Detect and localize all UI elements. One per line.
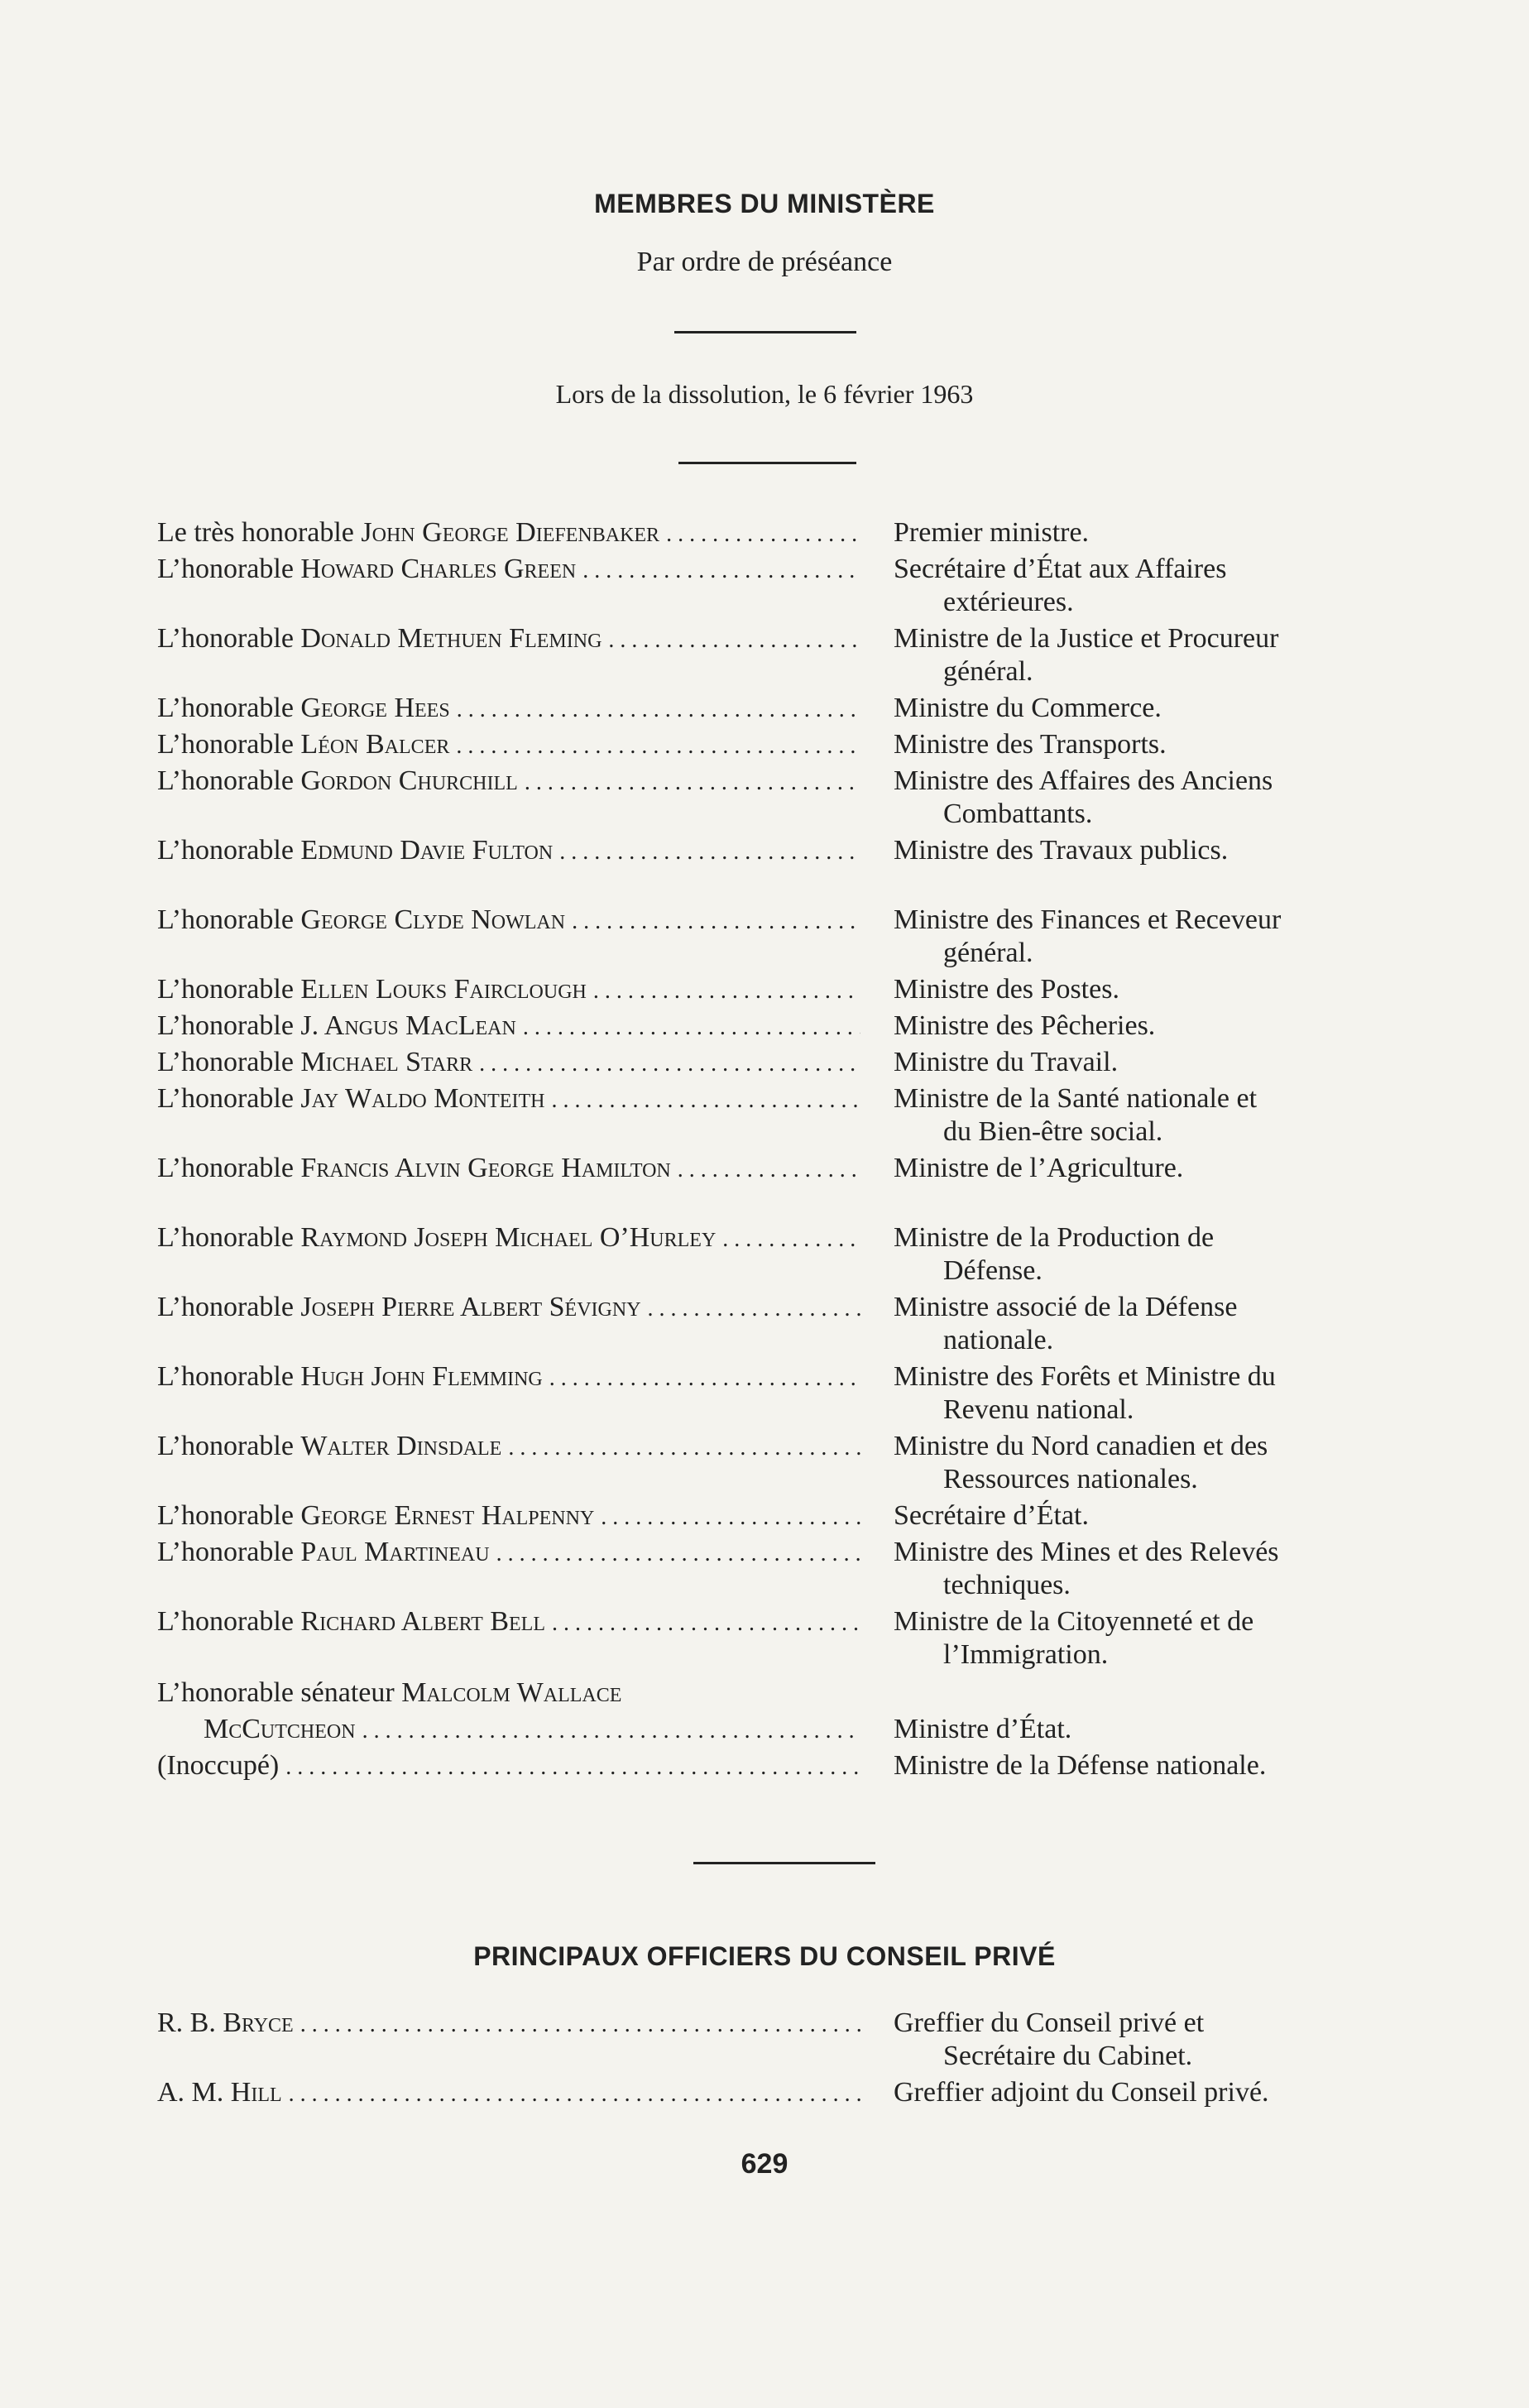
text-label: Ministre de la Production de — [894, 1222, 1215, 1253]
text-label: Ministre des Forêts et Ministre du — [894, 1361, 1276, 1392]
text-label: Ministre de la Santé nationale et — [894, 1083, 1258, 1114]
text-label: L’honorable — [157, 1153, 294, 1183]
text-label: Michael Starr — [300, 1047, 473, 1077]
text-label: Combattants. — [943, 799, 1093, 829]
member-row — [157, 1499, 1398, 1534]
text-label: Joseph Pierre Albert Sévigny — [300, 1292, 641, 1322]
role-cell — [894, 553, 1398, 619]
member-row — [157, 516, 1398, 551]
member-row — [157, 904, 1398, 970]
text-label: Malcolm Wallace — [401, 1677, 622, 1708]
dot-leader — [457, 693, 860, 727]
text-label: L’honorable — [157, 1606, 294, 1637]
name-cell — [157, 622, 860, 688]
text-label: McCutcheon — [204, 1714, 356, 1744]
name-cell — [157, 1152, 860, 1187]
role-cell — [894, 622, 1398, 688]
role-cell — [894, 1676, 1398, 1710]
text-label: L’honorable — [157, 1537, 294, 1567]
text-label: L’honorable — [157, 554, 294, 584]
name-cell — [157, 2007, 860, 2073]
text-label: Secrétaire d’État. — [894, 1500, 1089, 1531]
dot-leader — [722, 1223, 860, 1256]
member-row — [157, 1536, 1398, 1602]
member-row — [157, 1676, 1398, 1710]
text-label: L’honorable — [157, 693, 294, 723]
text-label: Ministre des Mines et des Relevés — [894, 1537, 1279, 1567]
role-cell — [894, 728, 1398, 763]
name-cell — [157, 1605, 860, 1672]
text-label: George Hees — [300, 693, 450, 723]
divider-rule — [678, 462, 856, 464]
divider-rule — [674, 331, 856, 333]
text-label: Walter Dinsdale — [300, 1431, 502, 1461]
name-cell — [157, 1010, 860, 1044]
text-label: Ressources nationales. — [943, 1464, 1198, 1494]
text-label: Richard Albert Bell — [300, 1606, 545, 1637]
name-cell — [157, 1082, 860, 1149]
name-cell — [157, 553, 860, 619]
text-label: L’honorable — [157, 1010, 294, 1041]
text-label: L’honorable — [157, 835, 294, 866]
name-cell — [157, 2076, 860, 2111]
name-cell — [157, 1221, 860, 1288]
text-label: Premier ministre. — [894, 517, 1090, 548]
member-row — [157, 1152, 1398, 1187]
name-cell — [157, 1676, 860, 1710]
role-cell — [894, 2076, 1398, 2111]
text-label: Revenu national. — [943, 1394, 1134, 1425]
text-label: L’honorable — [157, 904, 294, 935]
text-label: Greffier adjoint du Conseil privé. — [894, 2077, 1269, 2108]
name-cell — [157, 973, 860, 1008]
text-label: Ministre du Nord canadien et des — [894, 1431, 1268, 1461]
text-label: J. Angus MacLean — [300, 1010, 516, 1041]
text-label: L’honorable — [157, 974, 294, 1005]
role-cell — [894, 1152, 1398, 1187]
member-row — [157, 1430, 1398, 1496]
dot-leader — [496, 1537, 860, 1571]
text-label: Ministre du Travail. — [894, 1047, 1119, 1077]
name-cell — [157, 1430, 860, 1496]
member-row — [157, 1713, 1398, 1748]
name-cell — [157, 904, 860, 970]
text-label: Ministre des Pêcheries. — [894, 1010, 1156, 1041]
dot-leader — [678, 1154, 860, 1187]
dot-leader — [362, 1715, 860, 1748]
text-label: L’honorable — [157, 1083, 294, 1114]
name-cell — [157, 1536, 860, 1602]
text-label: L’honorable — [157, 623, 294, 654]
name-cell — [157, 1360, 860, 1427]
role-cell — [894, 1360, 1398, 1427]
dot-leader — [300, 2008, 860, 2041]
member-row — [157, 692, 1398, 727]
role-cell — [894, 516, 1398, 551]
text-label: Secrétaire du Cabinet. — [943, 2041, 1193, 2071]
text-label: L’honorable — [157, 765, 294, 796]
officer-row — [157, 2076, 1398, 2111]
text-label: Jay Waldo Monteith — [300, 1083, 545, 1114]
name-cell — [157, 1499, 860, 1534]
dot-leader — [666, 518, 860, 551]
text-label: Paul Martineau — [300, 1537, 490, 1567]
text-label: Secrétaire d’État aux Affaires — [894, 554, 1227, 584]
role-cell — [894, 1430, 1398, 1496]
member-row — [157, 1291, 1398, 1357]
text-label: L’honorable — [157, 1500, 294, 1531]
text-label: George Clyde Nowlan — [300, 904, 566, 935]
date-line: Lors de la dissolution, le 6 février 1963 — [555, 379, 974, 409]
dot-leader — [551, 1084, 860, 1117]
name-cell — [157, 1046, 860, 1081]
text-label: Howard Charles Green — [300, 554, 577, 584]
name-cell — [157, 1713, 860, 1748]
dot-leader — [456, 730, 860, 763]
member-row — [157, 1221, 1398, 1288]
text-label: Ministre de la Justice et Procureur — [894, 623, 1279, 654]
member-row — [157, 834, 1398, 869]
name-cell — [157, 516, 860, 551]
dot-leader — [552, 1607, 860, 1640]
dot-leader — [593, 975, 860, 1008]
text-label: Ellen Louks Fairclough — [300, 974, 587, 1005]
text-label: Francis Alvin George Hamilton — [300, 1153, 671, 1183]
role-cell — [894, 904, 1398, 970]
text-label: Ministre des Finances et Receveur — [894, 904, 1282, 935]
text-label: Raymond Joseph Michael O’Hurley — [300, 1222, 717, 1253]
text-label: Le très honorable — [157, 517, 354, 548]
role-cell — [894, 1221, 1398, 1288]
dot-leader — [549, 1362, 860, 1395]
role-cell — [894, 765, 1398, 831]
role-cell — [894, 1536, 1398, 1602]
dot-leader — [608, 624, 860, 657]
role-cell — [894, 1499, 1398, 1534]
member-row — [157, 1360, 1398, 1427]
text-label: Hugh John Flemming — [300, 1361, 543, 1392]
text-label: A. M. Hill — [157, 2077, 282, 2108]
text-label: John George Diefenbaker — [361, 517, 660, 548]
dot-leader — [508, 1432, 860, 1465]
text-label: Ministre de l’Agriculture. — [894, 1153, 1184, 1183]
text-label: Gordon Churchill — [300, 765, 518, 796]
member-row — [157, 728, 1398, 763]
member-row — [157, 553, 1398, 619]
dot-leader — [523, 1011, 860, 1044]
dot-leader — [582, 554, 860, 588]
text-label: L’honorable — [157, 1222, 294, 1253]
text-label: du Bien-être social. — [943, 1116, 1163, 1147]
text-label: Ministre de la Citoyenneté et de — [894, 1606, 1254, 1637]
text-label: L’honorable — [157, 1047, 294, 1077]
role-cell — [894, 1082, 1398, 1149]
text-label: Donald Methuen Fleming — [300, 623, 602, 654]
text-label: Ministre des Travaux publics. — [894, 835, 1229, 866]
member-row — [157, 1605, 1398, 1672]
dot-leader — [289, 2078, 860, 2111]
officer-row — [157, 2007, 1398, 2073]
name-cell — [157, 692, 860, 727]
officers-title: PRINCIPAUX OFFICIERS DU CONSEIL PRIVÉ — [473, 1941, 1056, 1971]
text-label: Ministre associé de la Défense — [894, 1292, 1238, 1322]
text-label: l’Immigration. — [943, 1639, 1109, 1670]
dot-leader — [559, 836, 860, 869]
name-cell — [157, 765, 860, 831]
text-label: L’honorable — [157, 1361, 294, 1392]
role-cell — [894, 2007, 1398, 2073]
text-label: Ministre des Postes. — [894, 974, 1119, 1005]
text-label: Greffier du Conseil privé et — [894, 2007, 1205, 2038]
member-row — [157, 765, 1398, 831]
name-cell — [157, 834, 860, 869]
member-row — [157, 1046, 1398, 1081]
member-row — [157, 622, 1398, 688]
member-row — [157, 973, 1398, 1008]
text-label: R. B. Bryce — [157, 2007, 294, 2038]
text-label: Ministre du Commerce. — [894, 693, 1162, 723]
text-label: Ministre d’État. — [894, 1714, 1072, 1744]
text-label: techniques. — [943, 1570, 1071, 1600]
page-number: 629 — [741, 2148, 788, 2180]
text-label: L’honorable sénateur — [157, 1677, 395, 1708]
name-cell — [157, 1749, 860, 1784]
dot-leader — [479, 1048, 860, 1081]
role-cell — [894, 1010, 1398, 1044]
text-label: Ministre de la Défense nationale. — [894, 1750, 1267, 1781]
page-subtitle: Par ordre de préséance — [636, 247, 893, 277]
text-label: Edmund Davie Fulton — [300, 835, 554, 866]
member-row — [157, 1082, 1398, 1149]
text-label: Ministre des Affaires des Anciens — [894, 765, 1273, 796]
role-cell — [894, 834, 1398, 869]
text-label: nationale. — [943, 1325, 1054, 1355]
text-label: (Inoccupé) — [157, 1750, 280, 1781]
page-title: MEMBRES DU MINISTÈRE — [594, 189, 935, 218]
text-label: L’honorable — [157, 1431, 294, 1461]
dot-leader — [525, 766, 860, 799]
dot-leader — [601, 1501, 860, 1534]
text-label: général. — [943, 656, 1033, 687]
text-label: Ministre des Transports. — [894, 729, 1167, 760]
role-cell — [894, 973, 1398, 1008]
role-cell — [894, 692, 1398, 727]
role-cell — [894, 1605, 1398, 1672]
role-cell — [894, 1749, 1398, 1784]
name-cell — [157, 1291, 860, 1357]
name-cell — [157, 728, 860, 763]
divider-rule — [693, 1862, 875, 1864]
text-label: général. — [943, 938, 1033, 968]
text-label: Léon Balcer — [300, 729, 450, 760]
dot-leader — [648, 1293, 860, 1326]
text-label: extérieures. — [943, 587, 1074, 617]
text-label: L’honorable — [157, 1292, 294, 1322]
text-label: George Ernest Halpenny — [300, 1500, 595, 1531]
dot-leader — [285, 1751, 860, 1784]
role-cell — [894, 1713, 1398, 1748]
role-cell — [894, 1291, 1398, 1357]
member-row — [157, 1010, 1398, 1044]
text-label: Défense. — [943, 1255, 1042, 1286]
member-row — [157, 1749, 1398, 1784]
text-label: L’honorable — [157, 729, 294, 760]
role-cell — [894, 1046, 1398, 1081]
dot-leader — [572, 905, 860, 938]
